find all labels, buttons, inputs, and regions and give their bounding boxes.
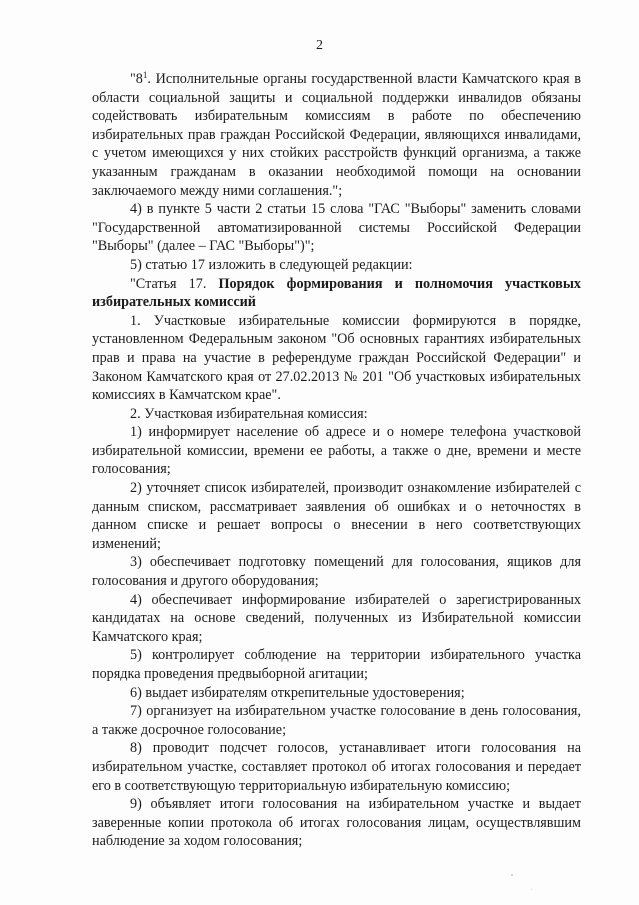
paragraph-4: 4) в пункте 5 части 2 статьи 15 слова "ГАС "Выборы" заменить словами "Государственной автоматизированной системы Российской Федерации "Выборы" (далее – ГАС "Выборы")"; [92,201,581,255]
article-17-subitem-2: 2) уточняет список избирателей, производит ознакомление избирателей с данным списком, рассматривает заявления об ошибках и о неточностях в данном списке и решает вопросы о внесении в него соответствующих изменений; [92,480,581,552]
scan-speck [531,889,532,890]
paragraph-8-1-superscript: 1 [142,70,148,80]
article-17-item-2: 2. Участковая избирательная комиссия: [130,405,368,422]
article-17-title [92,275,581,312]
article-17-subitem-5: 5) контролирует соблюдение на территории избирательного участка порядка проведения предвыборной агитации; [92,647,581,682]
article-17-subitem-7: 7) организует на избирательном участке голосование в день голосования, а также досрочное голосование; [92,703,581,738]
page-number: 2 [316,38,323,53]
paragraph-8-1-text: . Исполнительные органы государственной власти Камчатского края в области социальной защиты и социальной поддержки инвалидов обязаны содействовать избирательным комиссиям в работе по обеспечению избирательных прав граждан Российской Федерации, являющихся инвалидами, с учетом имеющихся у них стойких расстройств функций организма, а также указанным гражданам в оказании необходимой помощи на основании заключаемого между ними соглашения."; [92,71,581,199]
article-17-subitem-9: 9) объявляет итоги голосования на избирательном участке и выдает заверенные копии протокола об итогах голосования лицам, осуществлявшим наблюдение за ходом голосования; [92,796,581,850]
article-17-title-prefix: "Статья 17. [130,275,219,292]
paragraph-8-1-prefix: "8 [130,71,143,87]
article-17-subitem-1: 1) информирует население об адресе и о номере телефона участковой избирательной комиссии, времени ее работы, а также о дне, времени и месте голосования; [92,424,581,478]
article-17-subitem-4: 4) обеспечивает информирование избирателей о зарегистрированных кандидатах на основе сведений, полученных из Избирательной комиссии Камчатского края; [92,591,581,645]
article-17-title-bold: Порядок формирования и полномочия участковых избирательных комиссий [92,275,581,311]
scan-speck [511,874,513,876]
paragraph-5: 5) статью 17 изложить в следующей редакции: [130,256,413,273]
paragraph-8-1 [92,70,581,200]
article-17-subitem-6: 6) выдает избирателям открепительные удостоверения; [130,684,465,701]
article-17-subitem-8: 8) проводит подсчет голосов, устанавливает итоги голосования на избирательном участке, составляет протокол об итогах голосования и передает его в соответствующую территориальную избирательную комиссию; [92,740,581,794]
article-17-item-1: 1. Участковые избирательные комиссии формируются в порядке, установленном Федеральным законом "Об основных гарантиях избирательных прав и права на участие в референдуме граждан Российской Федерации" и Законом Камчатского края от 27.02.2013 № 201 "Об участковых избирательных комиссиях в Камчатском крае". [92,312,581,404]
article-17-subitem-3: 3) обеспечивает подготовку помещений для голосования, ящиков для голосования и другого оборудования; [92,554,581,590]
document-body [92,70,581,851]
